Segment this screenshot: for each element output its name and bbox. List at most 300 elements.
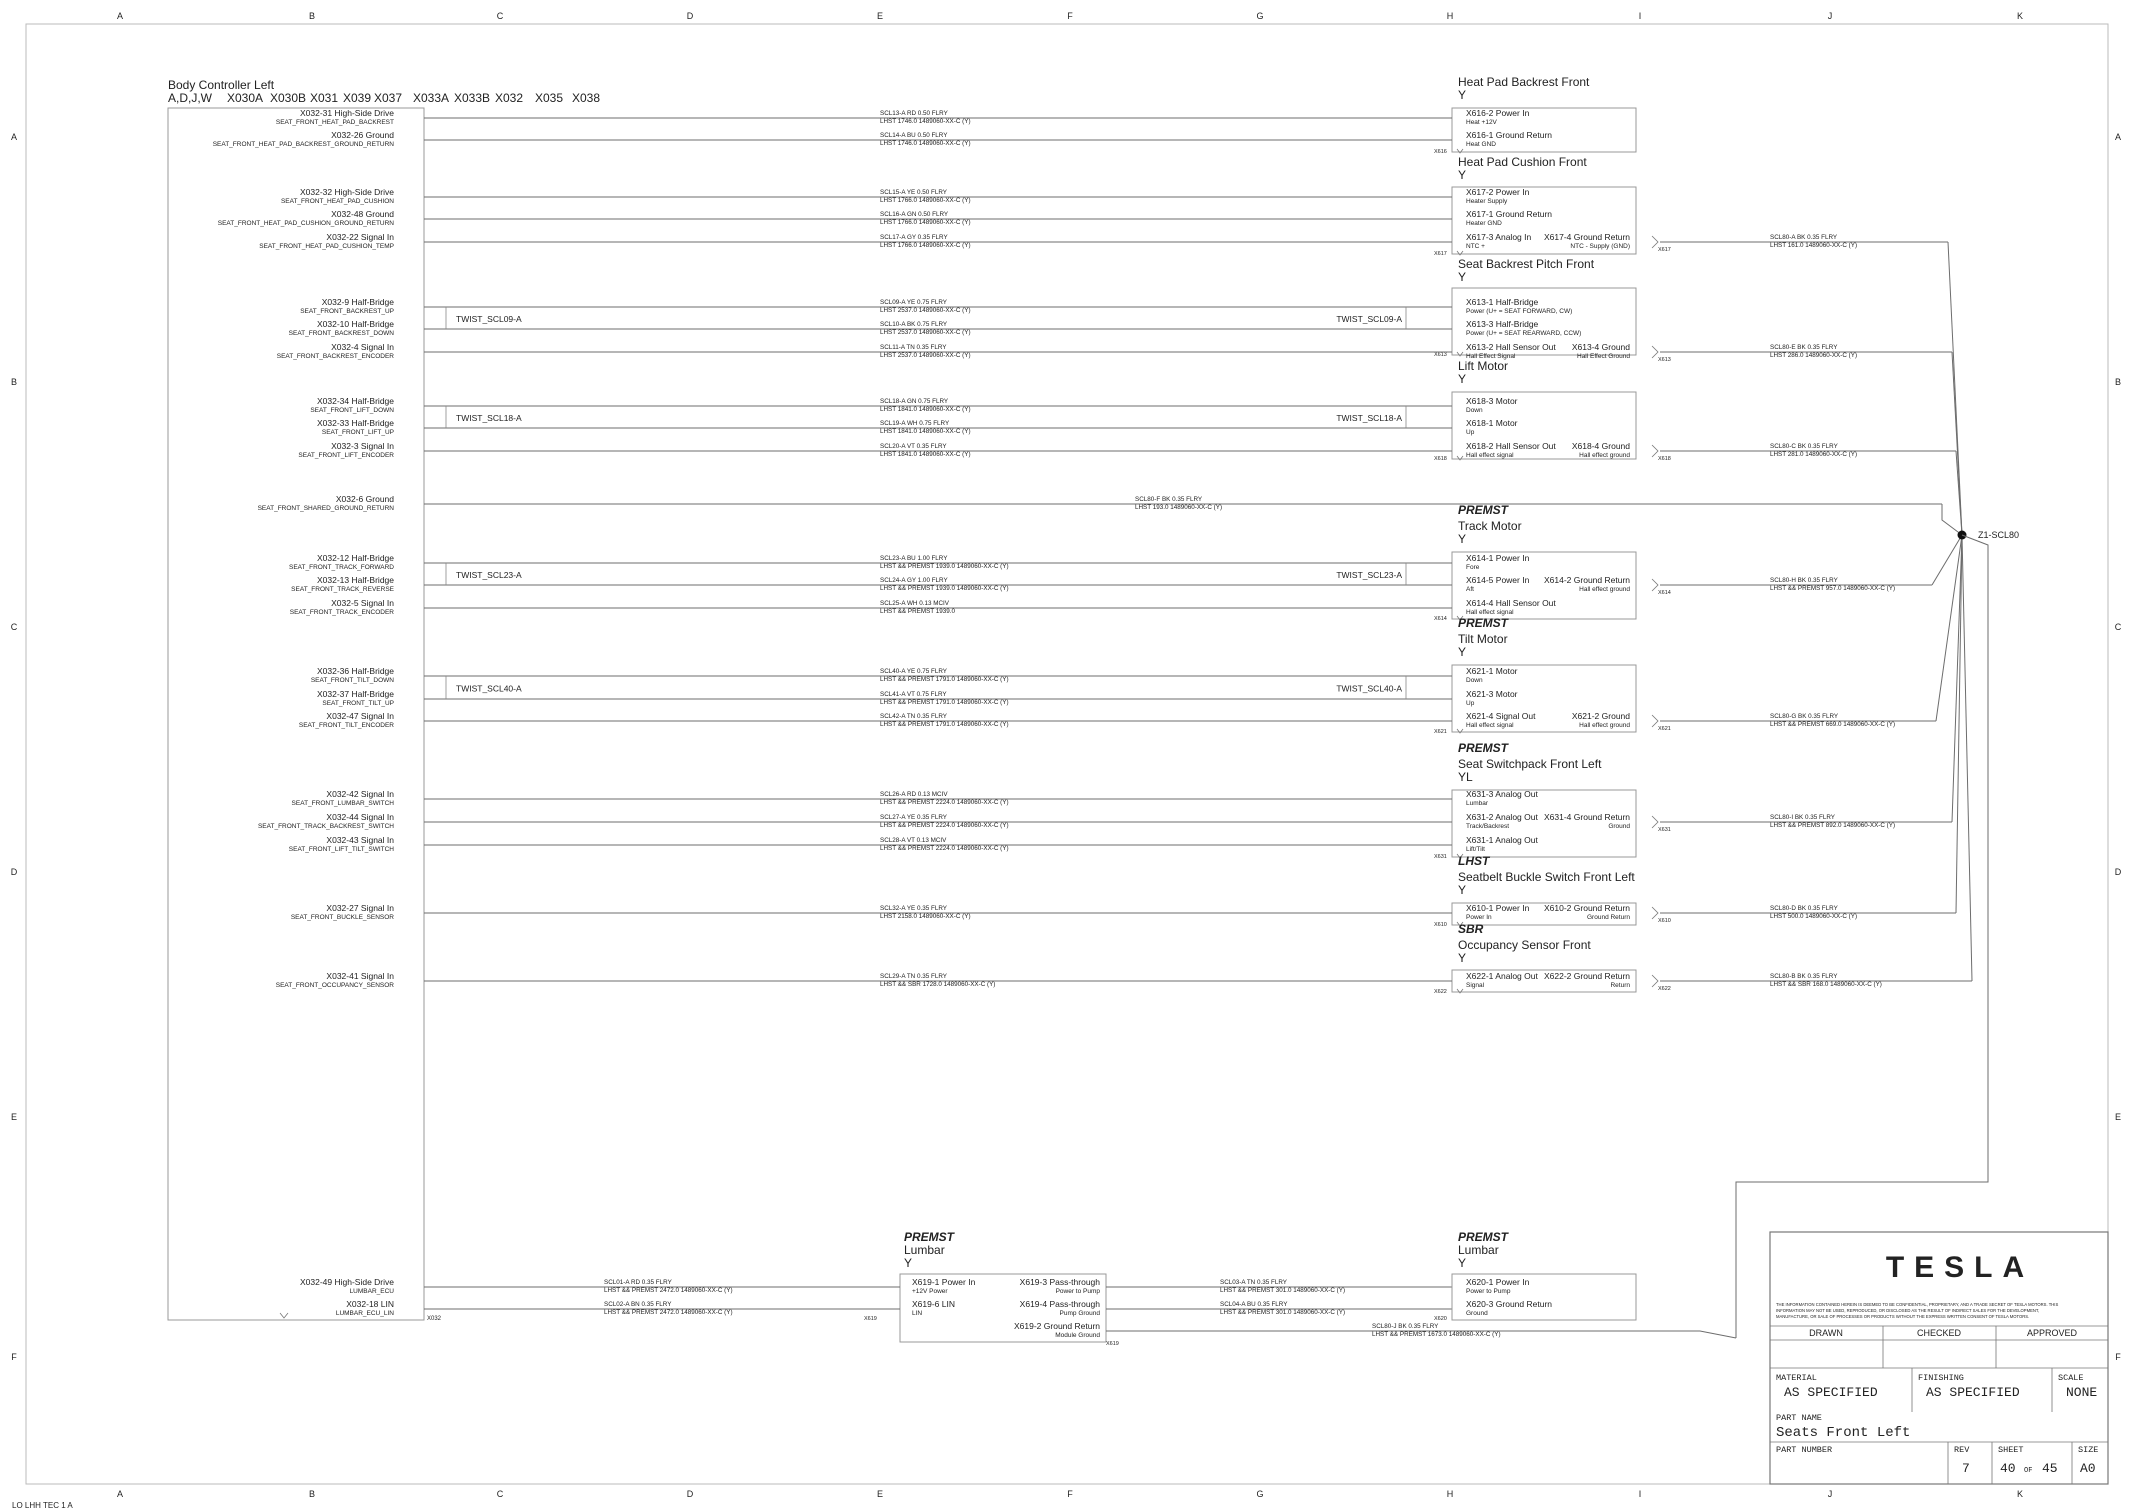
component-ground-label: X613-4 Ground [1571,342,1630,352]
ground-wire-to-splice [1952,535,1962,822]
component-ground-desc: NTC - Supply (GND) [1570,243,1630,250]
ground-wire-spec: LHST 161.0 1489060-XX-C (Y) [1770,242,1858,249]
grid-col-label-top: J [1827,11,1833,21]
pin-signal: SEAT_FRONT_LUMBAR_SWITCH [291,800,394,807]
grid-row-label-right: B [2114,377,2122,387]
component-pin-label: X614-5 Power In [1466,575,1530,585]
pin-signal: SEAT_FRONT_TILT_ENCODER [298,722,394,729]
tb-finishing: AS SPECIFIED [1926,1385,2020,1400]
component-pin-desc: Heater GND [1466,220,1502,227]
pin-signal: SEAT_FRONT_LIFT_DOWN [310,407,394,414]
wire-spec: LHST 1841.0 1489060-XX-C (Y) [880,428,971,435]
grid-col-label-bottom: A [116,1489,124,1499]
component-pin-desc: Heat GND [1466,141,1496,148]
wire-label: SCL16-A GN 0.50 FLRY [880,211,949,218]
grid-col-label-top: E [876,11,884,21]
pump-wire-label: SCL04-A BU 0.35 FLRY [1220,1301,1288,1308]
lumbar-variant: Y [904,1256,913,1270]
tb-sheet: 40 [2000,1461,2016,1476]
tb-finishing-label: FINISHING [1918,1373,1964,1383]
wire-label: SCL32-A YE 0.35 FLRY [880,905,947,912]
component-ground-desc: Hall effect ground [1579,722,1630,729]
component-name: Occupancy Sensor Front [1458,938,1591,952]
component-variant: Y [1458,168,1467,182]
tb-material: AS SPECIFIED [1784,1385,1878,1400]
component-pin-label: X622-1 Analog Out [1466,971,1538,981]
component-variant: Y [1458,951,1467,965]
ground-connector-label: X631 [1658,827,1671,833]
ground-wire-spec: LHST 281.0 1489060-XX-C (Y) [1770,451,1858,458]
tb-part-number-label: PART NUMBER [1776,1445,1833,1455]
component-tag: PREMST [1458,503,1509,517]
component-pin-label: X617-1 Ground Return [1466,209,1552,219]
pin-signal: SEAT_FRONT_TRACK_REVERSE [291,586,394,593]
component-ground-label: X617-4 Ground Return [1544,232,1630,242]
pump-pin-desc: Power to Pump [1466,1288,1511,1295]
pin-label: X032-31 High-Side Drive [299,108,394,118]
component-name: Seatbelt Buckle Switch Front Left [1458,870,1635,884]
component-pin-desc: Up [1466,700,1475,707]
component-pin-label: X631-3 Analog Out [1466,789,1538,799]
pin-label: X032-42 Signal In [326,789,394,799]
lumbar-out-pin: X619-3 Pass-through [1019,1277,1100,1287]
ground-wire-to-splice [1962,535,1972,981]
component-pin-label: X617-2 Power In [1466,187,1530,197]
tb-of: OF [2024,1467,2033,1475]
component-ground-label: X614-2 Ground Return [1544,575,1630,585]
component-variant: Y [1458,532,1467,546]
component-pin-label: X621-4 Signal Out [1466,711,1536,721]
lumbar-in-desc: LIN [912,1310,923,1317]
lumbar-out-desc: Power to Pump [1055,1288,1100,1295]
controller-connector: X038 [572,91,601,105]
ground-wire-label: SCL80-I BK 0.35 FLRY [1770,814,1835,821]
controller-connector: X030B [270,91,307,105]
wire-spec: LHST && PREMST 1791.0 1489060-XX-C (Y) [880,699,1009,706]
wire-spec: LHST 1746.0 1489060-XX-C (Y) [880,140,971,147]
component-name: Heat Pad Backrest Front [1458,75,1590,89]
pin-signal: SEAT_FRONT_LIFT_UP [321,429,394,436]
pump-tag: PREMST [1458,1230,1509,1244]
component-ground-desc: Ground [1608,823,1630,830]
pin-label: X032-27 Signal In [326,903,394,913]
tb-scale-label: SCALE [2058,1373,2084,1383]
tb-part-name-label: PART NAME [1776,1413,1822,1423]
component-variant: Y [1458,883,1467,897]
tb-size-label: SIZE [2078,1445,2099,1455]
wire-spec: LHST && SBR 1728.0 1489060-XX-C (Y) [880,981,996,988]
lumbar-ground-spec: LHST && PREMST 1673.0 1489060-XX-C (Y) [1372,1331,1501,1338]
component-pin-desc: Fore [1466,564,1480,571]
wire-spec: LHST 1766.0 1489060-XX-C (Y) [880,242,971,249]
wire-spec: LHST 1766.0 1489060-XX-C (Y) [880,197,971,204]
wire-label: SCL42-A TN 0.35 FLRY [880,713,947,720]
pin-label: X032-47 Signal In [326,711,394,721]
wire-label: SCL41-A VT 0.75 FLRY [880,691,947,698]
ground-connector-label: X622 [1658,986,1671,992]
tesla-logo: TESLA [1885,1251,2035,1284]
pin-label: X032-41 Signal In [326,971,394,981]
grid-row-label-left: C [10,622,18,632]
ground-connector-label: X621 [1658,726,1671,732]
grid-col-label-bottom: D [686,1489,694,1499]
pin-signal: SEAT_FRONT_BACKREST_DOWN [288,330,394,337]
grid-row-label-right: C [2114,622,2122,632]
component-pin-desc: NTC + [1466,243,1485,250]
pin-label: X032-12 Half-Bridge [316,553,394,563]
confidential-notice: THE INFORMATION CONTAINED HEREIN IS DEEMED TO BE CONFIDENTIAL, PROPRIETARY, AND A TRADE SECRET OF TESLA MOTORS. THIS INFORMATION MAY NOT BE USED, REPRODUCED, OR DISCLOSED AS THE RESULT OF INDIRECT SALES FOR THE DEVELOPMENT, MANUFACTURE, OR SALE OF PROCESSES OR PRODUCTS WITHOUT THE EXPRESS WRITTEN CONSENT OF TESLA MOTORS. [1776,1302,2059,1319]
component-pin-label: X617-3 Analog In [1466,232,1532,242]
grid-col-label-top: I [1638,11,1642,21]
grid-col-label-top: F [1067,11,1073,21]
component-pin-desc: Aft [1466,586,1474,593]
lumbar-wire-label: SCL02-A BN 0.35 FLRY [604,1301,672,1308]
pump-pin-desc: Ground [1466,1310,1488,1317]
pump-variant: Y [1458,1256,1467,1270]
component-tag: SBR [1458,922,1484,936]
pin-signal: SEAT_FRONT_BACKREST_UP [300,308,394,315]
component-pin-desc: Power In [1466,914,1492,921]
lumbar-wire-spec: LHST && PREMST 2472.0 1489060-XX-C (Y) [604,1309,733,1316]
tb-rev-label: REV [1954,1445,1970,1455]
tb-size: A0 [2080,1461,2096,1476]
ground-wire-to-splice [1936,535,1962,721]
component-pin-label: X614-4 Hall Sensor Out [1466,598,1556,608]
wire-spec: LHST 2537.0 1489060-XX-C (Y) [880,307,971,314]
pin-signal: SEAT_FRONT_LIFT_ENCODER [298,452,394,459]
wire-label: SCL23-A BU 1.00 FLRY [880,555,948,562]
grid-row-label-left: F [11,1352,17,1362]
pin-label: X032-3 Signal In [331,441,394,451]
ground-connector-label: X617 [1658,247,1671,253]
pin-label: X032-5 Signal In [331,598,394,608]
pin-label: X032-36 Half-Bridge [316,666,394,676]
component-ground-label: X618-4 Ground [1571,441,1630,451]
wire-label: SCL15-A YE 0.50 FLRY [880,189,947,196]
component-variant: Y [1458,372,1467,386]
component-pin-desc: Lift/Tilt [1466,846,1485,853]
pin-label: X032-13 Half-Bridge [316,575,394,585]
ground-connector-label: X610 [1658,918,1671,924]
twist-label: TWIST_SCL23-A [1336,570,1402,580]
component-connector-label: X621 [1434,729,1447,735]
twist-label: TWIST_SCL18-A [1336,413,1402,423]
pin-label: X032-4 Signal In [331,342,394,352]
component-variant: YL [1458,770,1473,784]
tb-sheets: 45 [2042,1461,2058,1476]
sheet-footer: LO LHH TEC 1 A [12,1501,73,1510]
twist-label: TWIST_SCL18-A [456,413,522,423]
ground-wire-label: SCL80-C BK 0.35 FLRY [1770,443,1838,450]
component-connector-label: X618 [1434,456,1447,462]
grid-col-label-bottom: K [2016,1489,2024,1499]
component-name: Seat Switchpack Front Left [1458,757,1602,771]
pin-signal: SEAT_FRONT_BUCKLE_SENSOR [290,914,394,921]
tb-checked: CHECKED [1916,1328,1962,1338]
wire-label: SCL80-F BK 0.35 FLRY [1135,496,1203,503]
lumbar-ground-label: SCL80-J BK 0.35 FLRY [1372,1323,1439,1330]
pin-label: X032-43 Signal In [326,835,394,845]
component-pin-label: X621-1 Motor [1466,666,1518,676]
pin-signal: LUMBAR_ECU [349,1288,394,1295]
component-variant: Y [1458,270,1467,284]
pin-signal: SEAT_FRONT_HEAT_PAD_CUSHION_TEMP [259,243,394,250]
controller-connector: X033A [413,91,450,105]
component-pin-label: X631-2 Analog Out [1466,812,1538,822]
component-connector-label: X610 [1434,922,1447,928]
pump-pin-label: X620-3 Ground Return [1466,1299,1552,1309]
lumbar-out-pin: X619-4 Pass-through [1019,1299,1100,1309]
grid-row-label-right: E [2114,1112,2122,1122]
tb-scale: NONE [2066,1385,2098,1400]
wire-label: SCL14-A BU 0.50 FLRY [880,132,948,139]
twist-label: TWIST_SCL23-A [456,570,522,580]
ground-connector-label: X618 [1658,456,1671,462]
grid-row-label-right: F [2115,1352,2121,1362]
wire-label: SCL10-A BK 0.75 FLRY [880,321,948,328]
pin-signal: SEAT_FRONT_HEAT_PAD_CUSHION_GROUND_RETURN [217,220,394,227]
pin-signal: SEAT_FRONT_BACKREST_ENCODER [276,353,394,360]
wire-label: SCL20-A VT 0.35 FLRY [880,443,947,450]
component-pin-desc: Hall effect signal [1466,609,1514,616]
lumbar-wire-spec: LHST && PREMST 2472.0 1489060-XX-C (Y) [604,1287,733,1294]
controller-connector: X037 [374,91,403,105]
grid-col-label-bottom: B [308,1489,316,1499]
connector-mark [280,1313,288,1318]
pin-signal: LUMBAR_ECU_LIN [335,1310,394,1317]
component-tag: LHST [1458,854,1490,868]
wire-spec: LHST && PREMST 1939.0 [880,608,956,615]
tb-part-name: Seats Front Left [1776,1425,1911,1441]
component-ground-label: X621-2 Ground [1571,711,1630,721]
pin-signal: SEAT_FRONT_OCCUPANCY_SENSOR [275,982,394,989]
component-pin-desc: Signal [1466,982,1485,989]
lumbar-wire-label: SCL01-A RD 0.35 FLRY [604,1279,672,1286]
wire-spec: LHST && PREMST 1939.0 1489060-XX-C (Y) [880,563,1009,570]
pin-signal: SEAT_FRONT_TILT_UP [322,700,394,707]
ground-wire-label: SCL80-B BK 0.35 FLRY [1770,973,1838,980]
component-pin-desc: Lumbar [1466,800,1489,807]
grid-row-label-left: B [10,377,18,387]
component-pin-desc: Track/Backrest [1466,823,1510,830]
lumbar-in-desc: +12V Power [912,1288,948,1295]
component-connector-label: X613 [1434,352,1447,358]
component-pin-desc: Power (U+ = SEAT FORWARD, CW) [1466,308,1573,315]
pump-name: Lumbar [1458,1243,1499,1257]
grid-col-label-bottom: J [1827,1489,1833,1499]
ground-wire-spec: LHST && SBR 168.0 1489060-XX-C (Y) [1770,981,1882,988]
wire-spec: LHST 1841.0 1489060-XX-C (Y) [880,451,971,458]
lumbar-connector-label-right: X619 [1106,1341,1119,1347]
component-connector-label: X614 [1434,616,1447,622]
ground-wire-label: SCL80-E BK 0.35 FLRY [1770,344,1838,351]
grid-col-label-top: H [1446,11,1454,21]
grid-col-label-bottom: G [1256,1489,1264,1499]
wire-label: SCL17-A GY 0.35 FLRY [880,234,948,241]
controller-connector: X032 [495,91,524,105]
wire-spec: LHST && PREMST 2224.0 1489060-XX-C (Y) [880,822,1009,829]
wire-spec: LHST && PREMST 1939.0 1489060-XX-C (Y) [880,585,1009,592]
pin-signal: SEAT_FRONT_TRACK_FORWARD [289,564,394,571]
pin-label: X032-44 Signal In [326,812,394,822]
wire-label: SCL29-A TN 0.35 FLRY [880,973,947,980]
lumbar-out-desc: Module Ground [1055,1332,1100,1339]
grid-col-label-bottom: I [1638,1489,1642,1499]
wire-spec: LHST 1766.0 1489060-XX-C (Y) [880,219,971,226]
component-connector-label: X616 [1434,149,1447,155]
ground-wire-spec: LHST && PREMST 957.0 1489060-XX-C (Y) [1770,585,1896,592]
pin-label: X032-32 High-Side Drive [299,187,394,197]
wire-spec: LHST && PREMST 2224.0 1489060-XX-C (Y) [880,799,1009,806]
pin-signal: SEAT_FRONT_TRACK_BACKREST_SWITCH [257,823,394,830]
wire-spec: LHST 1841.0 1489060-XX-C (Y) [880,406,971,413]
grid-row-label-right: A [2114,132,2122,142]
lumbar-out-pin: X619-2 Ground Return [1014,1321,1100,1331]
wire-label: SCL25-A WH 0.13 MCIV [880,600,949,607]
component-pin-desc: Power (U+ = SEAT REARWARD, CCW) [1466,330,1582,337]
component-ground-desc: Return [1610,982,1630,989]
component-ground-label: X610-2 Ground Return [1544,903,1630,913]
component-tag: PREMST [1458,741,1509,755]
controller-connector: X033B [454,91,491,105]
controller-connector-label: X032 [427,1316,442,1322]
grid-row-label-left: A [10,132,18,142]
grid-col-label-bottom: H [1446,1489,1454,1499]
pin-label: X032-18 LIN [346,1299,394,1309]
pin-label: X032-10 Half-Bridge [316,319,394,329]
wire-spec: LHST 2537.0 1489060-XX-C (Y) [880,329,971,336]
component-ground-label: X622-2 Ground Return [1544,971,1630,981]
wire-spec: LHST 2537.0 1489060-XX-C (Y) [880,352,971,359]
controller-connector: X039 [343,91,372,105]
lumbar-tag: PREMST [904,1230,955,1244]
component-pin-label: X631-1 Analog Out [1466,835,1538,845]
pump-pin-label: X620-1 Power In [1466,1277,1530,1287]
ground-wire-label: SCL80-G BK 0.35 FLRY [1770,713,1839,720]
component-pin-desc: Heat +12V [1466,119,1497,126]
lumbar-connector-label: X619 [864,1316,877,1322]
wire-spec: LHST 2158.0 1489060-XX-C (Y) [880,913,971,920]
splice-label: Z1-SCL80 [1978,530,2020,540]
pump-connector-label: X620 [1434,1316,1447,1322]
controller-connector: X030A [227,91,264,105]
component-pin-desc: Heater Supply [1466,198,1508,205]
component-pin-label: X613-1 Half-Bridge [1466,297,1539,307]
twist-label: TWIST_SCL09-A [1336,314,1402,324]
wire-label: SCL09-A YE 0.75 FLRY [880,299,947,306]
wire-label: SCL27-A YE 0.35 FLRY [880,814,947,821]
grid-col-label-top: G [1256,11,1264,21]
tb-rev: 7 [1962,1461,1970,1476]
ground-wire-spec: LHST && PREMST 669.0 1489060-XX-C (Y) [1770,721,1896,728]
pin-signal: SEAT_FRONT_HEAT_PAD_BACKREST_GROUND_RETURN [212,141,394,148]
splice-ground-run [1736,535,1988,1338]
component-name: Tilt Motor [1458,632,1508,646]
component-ground-desc: Hall effect ground [1579,586,1630,593]
controller-connector: X035 [535,91,564,105]
wire-spec: LHST 193.0 1489060-XX-C (Y) [1135,504,1223,511]
ground-wire-label: SCL80-H BK 0.35 FLRY [1770,577,1838,584]
component-connector-label: X617 [1434,251,1447,257]
grid-col-label-bottom: E [876,1489,884,1499]
component-variant: Y [1458,645,1467,659]
pin-label: X032-48 Ground [331,209,394,219]
ground-wire-to-splice [1932,535,1962,585]
twist-label: TWIST_SCL40-A [1336,683,1402,694]
component-pin-label: X618-3 Motor [1466,396,1518,406]
pin-label: X032-9 Half-Bridge [321,297,394,307]
component-variant: Y [1458,88,1467,102]
grid-col-label-bottom: C [496,1489,504,1499]
ground-wire-route [1942,504,1962,535]
component-ground-desc: Hall Effect Ground [1577,353,1630,360]
pin-signal: SEAT_FRONT_TILT_DOWN [310,677,394,684]
pin-label: X032-33 Half-Bridge [316,418,394,428]
wire-label: SCL28-A VT 0.13 MCIV [880,837,947,844]
pin-label: X032-22 Signal In [326,232,394,242]
grid-col-label-top: A [116,11,124,21]
pin-label: X032-26 Ground [331,130,394,140]
component-pin-desc: Down [1466,677,1483,684]
component-pin-label: X616-2 Power In [1466,108,1530,118]
grid-row-label-left: D [10,867,18,877]
component-tag: PREMST [1458,616,1509,630]
lumbar-in-pin: X619-6 LIN [912,1299,955,1309]
grid-col-label-top: K [2016,11,2024,21]
component-pin-desc: Down [1466,407,1483,414]
pin-label: X032-49 High-Side Drive [299,1277,394,1287]
wire-label: SCL26-A RD 0.13 MCIV [880,791,948,798]
tb-material-label: MATERIAL [1776,1373,1817,1383]
component-ground-desc: Ground Return [1587,914,1630,921]
grid-col-label-bottom: F [1067,1489,1073,1499]
pin-signal: SEAT_FRONT_LIFT_TILT_SWITCH [288,846,394,853]
component-name: Track Motor [1458,519,1522,533]
grid-row-label-left: E [10,1112,18,1122]
pump-wire-label: SCL03-A TN 0.35 FLRY [1220,1279,1287,1286]
component-pin-label: X618-2 Hall Sensor Out [1466,441,1556,451]
ground-connector-label: X613 [1658,357,1671,363]
grid-col-label-top: D [686,11,694,21]
ground-wire-spec: LHST 500.0 1489060-XX-C (Y) [1770,913,1858,920]
ground-connector-label: X614 [1658,590,1671,596]
wire-label: SCL11-A TN 0.35 FLRY [880,344,947,351]
controller-connector: X031 [310,91,339,105]
grid-row-label-right: D [2114,867,2122,877]
wire-spec: LHST && PREMST 1791.0 1489060-XX-C (Y) [880,721,1009,728]
lumbar-in-pin: X619-1 Power In [912,1277,976,1287]
wire-label: SCL18-A GN 0.75 FLRY [880,398,949,405]
wire-label: SCL24-A GY 1.00 FLRY [880,577,948,584]
pin-label: X032-37 Half-Bridge [316,689,394,699]
twist-label: TWIST_SCL40-A [456,683,522,694]
pin-label: X032-34 Half-Bridge [316,396,394,406]
component-pin-desc: Hall Effect Signal [1466,353,1516,360]
pump-wire-spec: LHST && PREMST 301.0 1489060-XX-C (Y) [1220,1309,1346,1316]
pump-wire-spec: LHST && PREMST 301.0 1489060-XX-C (Y) [1220,1287,1346,1294]
component-connector-label: X622 [1434,989,1447,995]
pin-signal: SEAT_FRONT_SHARED_GROUND_RETURN [257,505,394,512]
component-pin-desc: Hall effect signal [1466,452,1514,459]
wire-spec: LHST && PREMST 2224.0 1489060-XX-C (Y) [880,845,1009,852]
component-name: Heat Pad Cushion Front [1458,155,1587,169]
component-pin-label: X614-1 Power In [1466,553,1530,563]
twist-label: TWIST_SCL09-A [456,314,522,324]
component-pin-label: X613-2 Hall Sensor Out [1466,342,1556,352]
component-pin-label: X610-1 Power In [1466,903,1530,913]
ground-wire-to-splice [1956,535,1962,913]
ground-wire-label: SCL80-D BK 0.35 FLRY [1770,905,1838,912]
